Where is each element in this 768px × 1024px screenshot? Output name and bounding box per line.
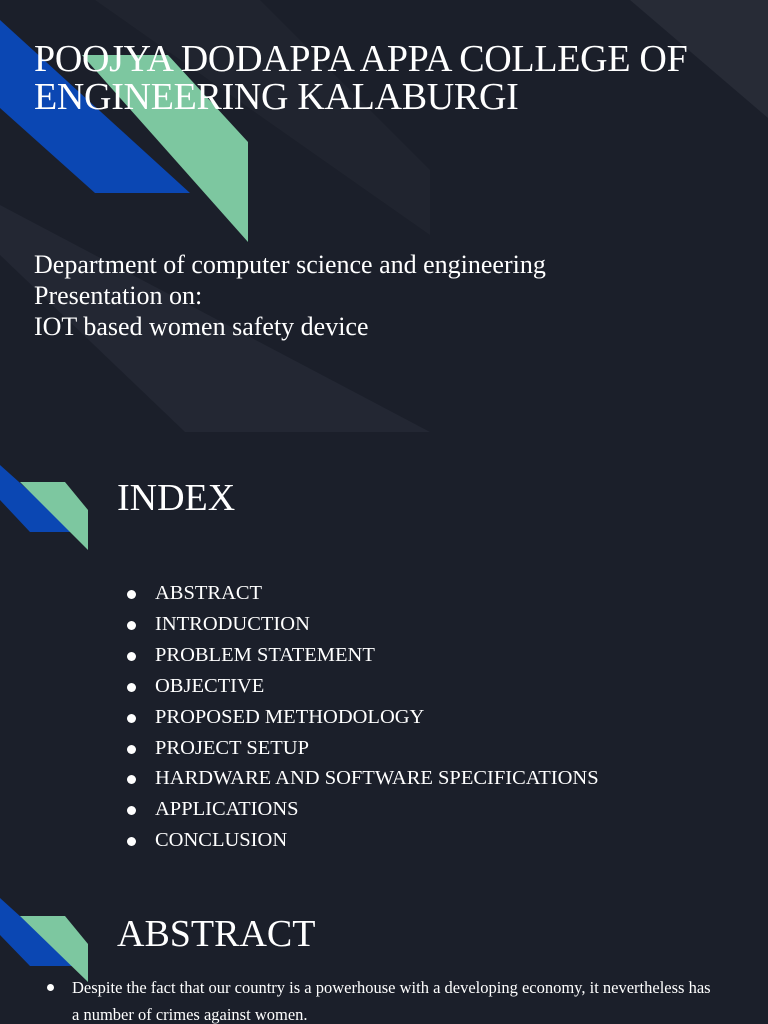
index-slide-decoration <box>0 432 100 562</box>
presentation-subtitle <box>34 249 546 342</box>
index-item-problem-statement: PROBLEM STATEMENT <box>155 640 599 671</box>
abstract-slide <box>0 870 768 1024</box>
index-item-introduction: INTRODUCTION <box>155 609 599 640</box>
title-slide <box>0 0 768 432</box>
subtitle-presentation-on: Presentation on: <box>34 281 203 310</box>
index-slide <box>0 432 768 870</box>
index-list <box>155 578 599 856</box>
abstract-bullet: Despite the fact that our country is a powerhouse with a developing economy, it nevertheless has a number of crimes against women. <box>72 974 712 1024</box>
index-item-conclusion: CONCLUSION <box>155 825 599 856</box>
subtitle-topic: IOT based women safety device <box>34 312 369 341</box>
index-item-abstract: ABSTRACT <box>155 578 599 609</box>
abstract-heading: ABSTRACT <box>117 913 316 955</box>
index-item-proposed-methodology: PROPOSED METHODOLOGY <box>155 702 599 733</box>
title-line-2: ENGINEERING KALABURGI <box>34 76 519 118</box>
index-item-applications: APPLICATIONS <box>155 794 599 825</box>
index-item-project-setup: PROJECT SETUP <box>155 733 599 764</box>
abstract-bullet-list <box>72 974 712 1024</box>
index-item-hw-sw-specifications: HARDWARE AND SOFTWARE SPECIFICATIONS <box>155 763 599 794</box>
title-line-1: POOJYA DODAPPA APPA COLLEGE OF <box>34 38 688 80</box>
abstract-slide-decoration <box>0 870 100 990</box>
subtitle-department: Department of computer science and engineering <box>34 250 546 279</box>
index-heading: INDEX <box>117 477 236 519</box>
presentation-title <box>34 40 687 116</box>
index-item-objective: OBJECTIVE <box>155 671 599 702</box>
